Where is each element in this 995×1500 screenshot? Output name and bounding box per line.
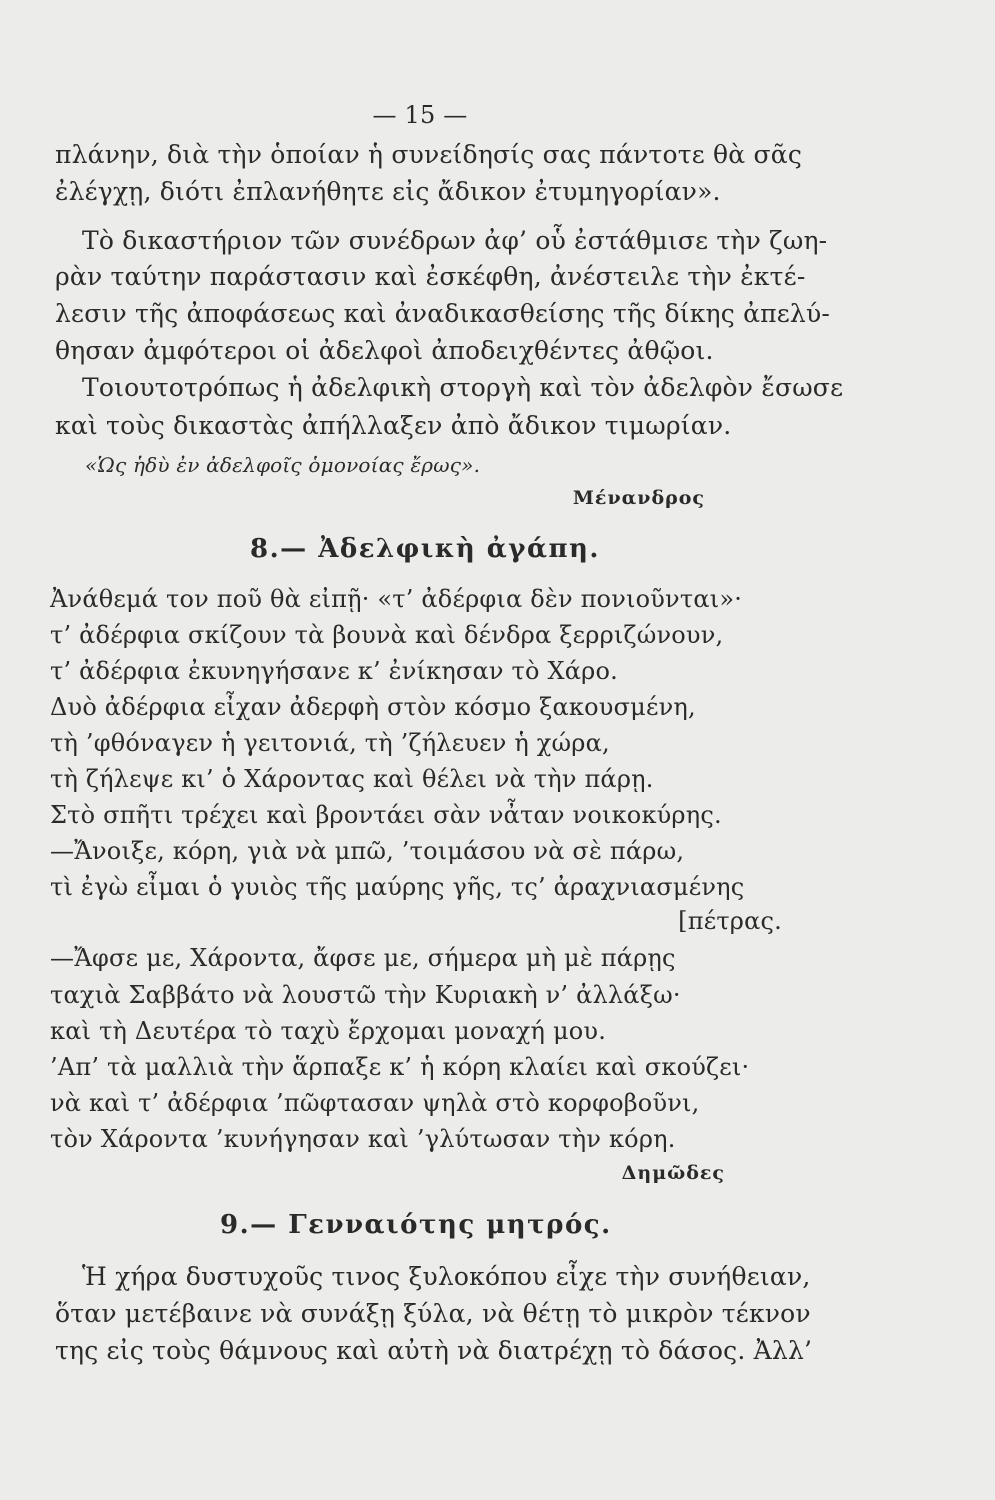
poem-line: καὶ τὴ Δευτέρα τὸ ταχὺ ἔρχομαι μοναχή μου.	[50, 1017, 607, 1045]
paragraph-line: Τὸ δικαστήριον τῶν συνέδρων ἀφ’ οὗ ἐστάθμισε τὴν ζωη-	[82, 226, 828, 255]
paragraph-line: ὅταν μετέβαινε νὰ συνάξῃ ξύλα, νὰ θέτῃ τὸ μικρὸν τέκνον	[55, 1299, 811, 1328]
poem-line: τὴ ζήλεψε κι’ ὁ Χάροντας καὶ θέλει νὰ τὴν πάρῃ.	[50, 765, 654, 793]
poem-line: —Ἄνοιξε, κόρη, γιὰ νὰ μπῶ, ’τοιμάσου νὰ σὲ πάρω,	[50, 837, 685, 865]
poem-line: τὸν Χάροντα ’κυνήγησαν καὶ ’γλύτωσαν τὴν κόρη.	[50, 1125, 676, 1153]
poem-line: τὶ ἐγὼ εἶμαι ὁ γυιὸς τῆς μαύρης γῆς, τς’ ἀραχνιασμένης	[50, 873, 745, 901]
paragraph-line: ἐλέγχῃ, διότι ἐπλανήθητε εἰς ἄδικον ἐτυμηγορίαν».	[55, 177, 721, 206]
quote-author: Μένανδρος	[572, 487, 705, 509]
section-9-heading: 9.— Γενναιότης μητρός.	[220, 1210, 612, 1240]
section-8-heading: 8.— Ἀδελφικὴ ἀγάπη.	[250, 534, 600, 564]
poem-line: Ἀνάθεμά τον ποῦ θὰ εἰπῇ· «τ’ ἀδέρφια δὲν πονιοῦνται»·	[50, 585, 743, 613]
poem-line: ταχιὰ Σαββάτο νὰ λουστῶ τὴν Κυριακὴ ν’ ἀλλάξω·	[50, 981, 681, 1009]
poem-line: Στὸ σπῆτι τρέχει καὶ βροντάει σὰν νἆταν νοικοκύρης.	[50, 801, 722, 829]
poem-line-continuation: [πέτρας.	[678, 907, 782, 935]
paragraph-line: θησαν ἀμφότεροι οἱ ἀδελφοὶ ἀποδειχθέντες ἀθῷοι.	[55, 336, 714, 365]
poem-line: τὴ ’φθόναγεν ἡ γειτονιά, τὴ ’ζήλευεν ἡ χώρα,	[50, 729, 610, 757]
paragraph-line: Τοιουτοτρόπως ἡ ἀδελφικὴ στοργὴ καὶ τὸν ἀδελφὸν ἔσωσε	[82, 373, 844, 402]
poem-line: ’Απ’ τὰ μαλλιὰ τὴν ἅρπαξε κ’ ἡ κόρη κλαίει καὶ σκούζει·	[50, 1053, 750, 1081]
paragraph-line: πλάνην, διὰ τὴν ὁποίαν ἡ συνείδησίς σας πάντοτε θὰ σᾶς	[55, 140, 803, 169]
paragraph-line: της εἰς τοὺς θάμνους καὶ αὐτὴ νὰ διατρέχῃ τὸ δάσος. Ἀλλ’	[55, 1336, 813, 1365]
quote: «Ὡς ἡδὺ ἐν ἀδελφοῖς ὁμονοίας ἔρως».	[85, 453, 481, 477]
page-number: — 15 —	[372, 101, 468, 129]
poem-line: Δυὸ ἀδέρφια εἶχαν ἀδερφὴ στὸν κόσμο ξακουσμένη,	[50, 693, 696, 721]
paragraph-line: λεσιν τῆς ἀποφάσεως καὶ ἀναδικασθείσης τῆς δίκης ἀπελύ-	[55, 299, 831, 328]
poem-line: —Ἄφσε με, Χάροντα, ἄφσε με, σήμερα μὴ μὲ πάρῃς	[50, 944, 676, 972]
poem-line: τ’ ἀδέρφια σκίζουν τὰ βουνὰ καὶ δένδρα ξερριζώνουν,	[50, 621, 724, 649]
poem-line: τ’ ἀδέρφια ἐκυνηγήσανε κ’ ἐνίκησαν τὸ Χάρο.	[50, 657, 618, 685]
paragraph-line: ρὰν ταύτην παράστασιν καὶ ἐσκέφθη, ἀνέστειλε τὴν ἐκτέ-	[55, 262, 806, 291]
poem-line: νὰ καὶ τ’ ἀδέρφια ’πῶφτασαν ψηλὰ στὸ κορφοβοῦνι,	[50, 1089, 700, 1117]
poem-author: Δημῶδες	[621, 1162, 725, 1184]
paragraph-line: Ἡ χήρα δυστυχοῦς τινος ξυλοκόπου εἶχε τὴν συνήθειαν,	[82, 1262, 811, 1291]
paragraph-line: καὶ τοὺς δικαστὰς ἀπήλλαξεν ἀπὸ ἄδικον τιμωρίαν.	[55, 411, 732, 440]
